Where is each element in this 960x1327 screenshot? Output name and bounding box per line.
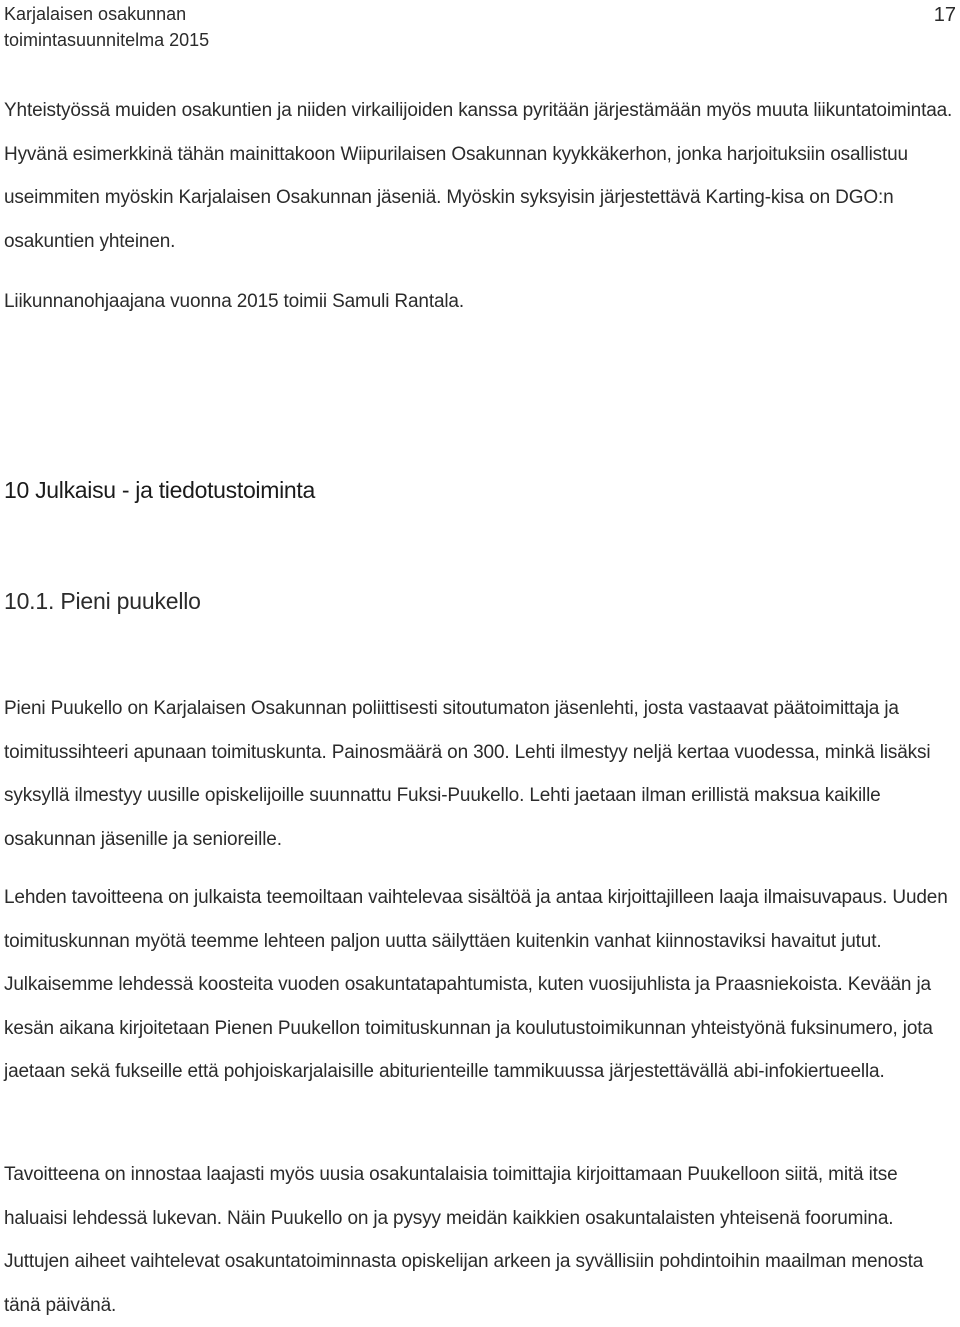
paragraph-sports-cooperation: Yhteistyössä muiden osakuntien ja niiden virkailijoiden kanssa pyritään järjestämään myös muuta liikuntatoimintaa. Hyvänä esimerkkinä tähän mainittakoon Wiipurilaisen Osakunnan kyykkäkerhon, jonka harjoituksiin osallistuu useimmiten myöskin Karjalaisen Osakunnan jäseniä. Myöskin syksyisin järjestettävä Karting-kisa on DGO:n osakuntien yhteinen. (4, 100, 953, 252)
subsection-heading: 10.1. Pieni puukello (4, 588, 201, 614)
section-heading: 10 Julkaisu - ja tiedotustoiminta (4, 477, 315, 503)
running-header-line-2: toimintasuunnitelma 2015 (4, 30, 210, 50)
page-header (4, 0, 956, 56)
running-header-title (4, 1, 209, 53)
paragraph-publication-intro: Pieni Puukello on Karjalaisen Osakunnan poliittisesti sitoutumaton jäsenlehti, josta vastaavat päätoimittaja ja toimitussihteeri apunaan toimituskunta. Painosmäärä on 300. Lehti ilmestyy neljä kertaa vuodessa, minkä lisäksi syksyllä ilmestyy uusille opiskelijoille suunnattu Fuksi-Puukello. Lehti jaetaan ilman erillistä maksua kaikille osakunnan jäsenille ja senioreille. (4, 698, 931, 850)
paragraph-sports-instructor: Liikunnanohjaajana vuonna 2015 toimii Samuli Rantala. (4, 291, 464, 312)
page-number: 17 (933, 4, 956, 26)
paragraph-publication-aims: Tavoitteena on innostaa laajasti myös uusia osakuntalaisia toimittajia kirjoittamaan Puukelloon siitä, mitä itse haluaisi lehdessä lukevan. Näin Puukello on ja pysyy meidän kaikkien osakuntalaisten yhteisenä foorumina. Juttujen aiheet vaihtelevat osakuntatoiminnasta opiskelijan arkeen ja syvällisiin pohdintoihin maailman menosta tänä päivänä. (4, 1164, 924, 1316)
running-header-line-1: Karjalaisen osakunnan (4, 4, 187, 24)
paragraph-publication-goals: Lehden tavoitteena on julkaista teemoiltaan vaihtelevaa sisältöä ja antaa kirjoittajilleen laaja ilmaisuvapaus. Uuden toimituskunnan myötä teemme lehteen paljon uutta säilyttäen kuitenkin vanhat kiinnostaviksi havaitut jutut. Julkaisemme lehdessä koosteita vuoden osakuntatapahtumista, kuten vuosijuhlista ja Praasniekoista. Kevään ja kesän aikana kirjoitetaan Pienen Puukellon toimituskunnan ja koulutustoimikunnan yhteistyönä fuksinumero, jota jaetaan sekä fukseille että pohjoiskarjalaisille abiturienteille tammikuussa järjestettävällä abi-infokiertueella. (4, 887, 948, 1082)
